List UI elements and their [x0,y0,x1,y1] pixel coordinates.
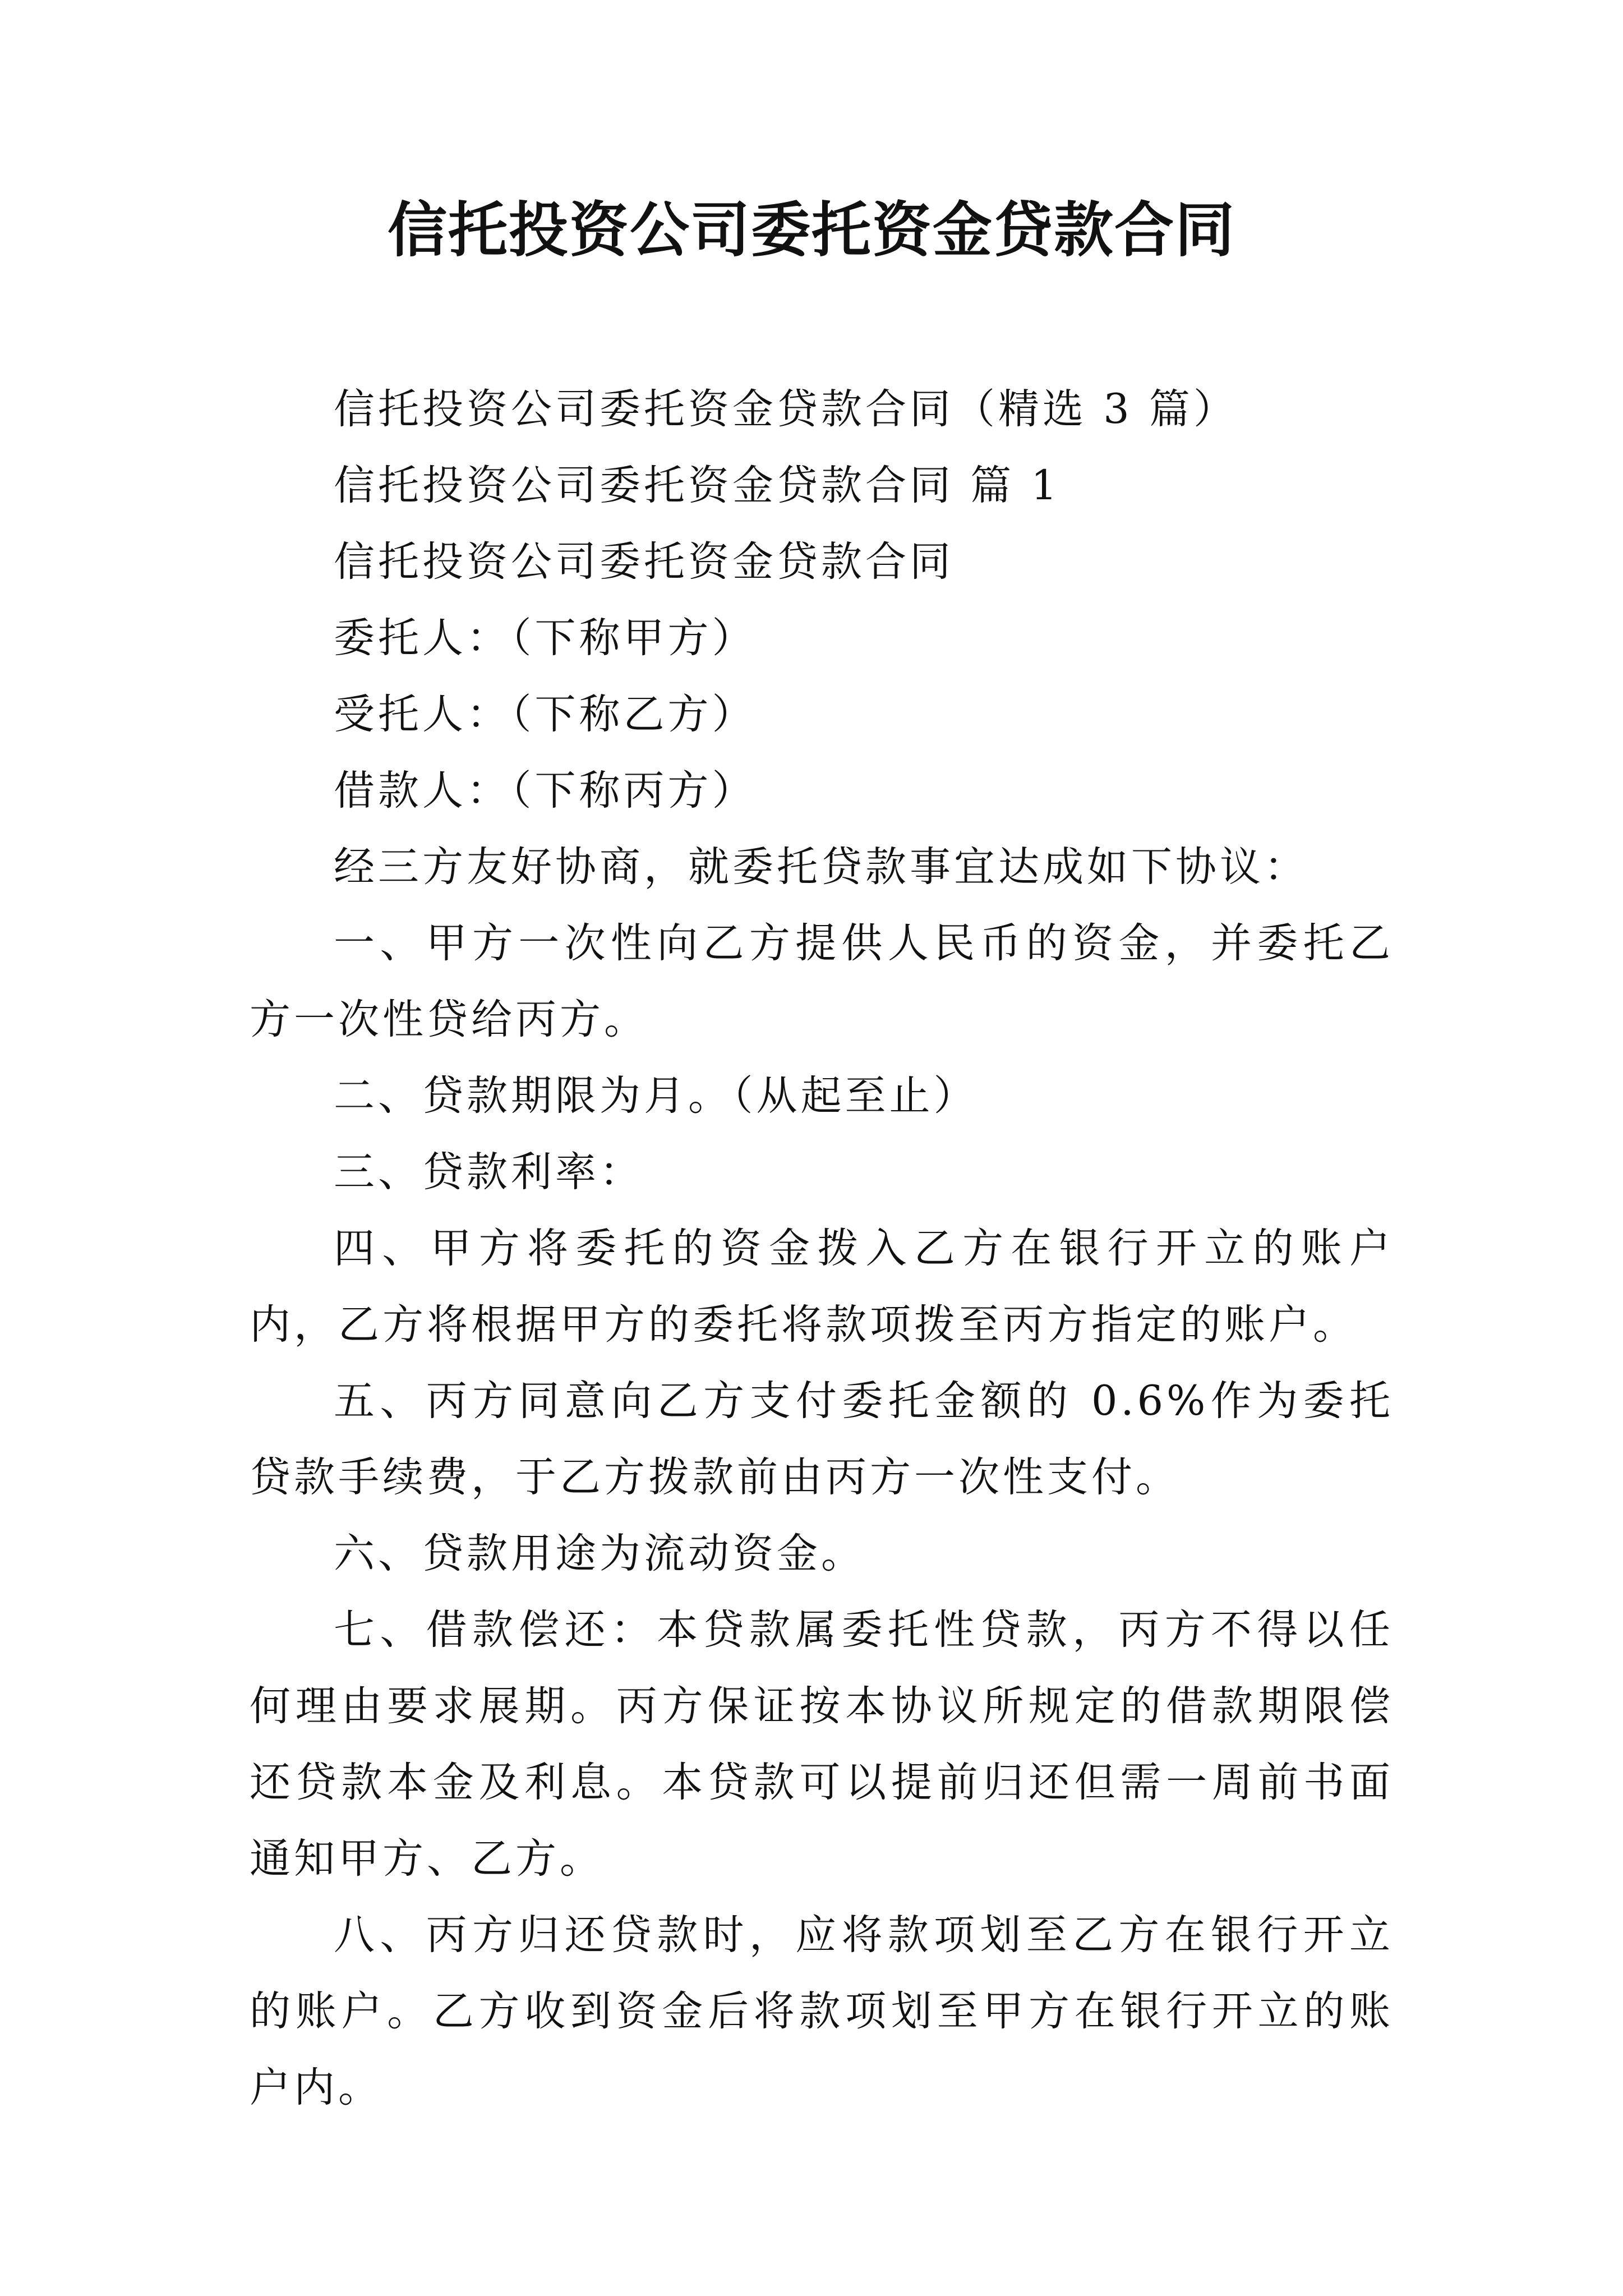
clause-5: 五、丙方同意向乙方支付委托金额的 0.6%作为委托贷款手续费，于乙方拨款前由丙方一次性支付。 [250,1377,1394,1501]
paragraph-section-heading: 信托投资公司委托资金贷款合同 篇 1 [334,462,1061,509]
clause-3: 三、贷款利率： [334,1148,644,1196]
clause-4: 四、甲方将委托的资金拨入乙方在银行开立的账户内，乙方将根据甲方的委托将款项拨至丙方指定的账户。 [250,1225,1394,1349]
clause-8: 八、丙方归还贷款时，应将款项划至乙方在银行开立的账户。乙方收到资金后将款项划至甲方在银行开立的账户内。 [250,1911,1394,2111]
paragraph-subtitle: 信托投资公司委托资金贷款合同（精选 3 篇） [334,385,1238,433]
paragraph-party-c: 借款人：（下称丙方） [334,767,757,815]
clause-7: 七、借款偿还：本贷款属委托性贷款，丙方不得以任何理由要求展期。丙方保证按本协议所规定的借款期限偿还贷款本金及利息。本贷款可以提前归还但需一周前书面通知甲方、乙方。 [250,1606,1394,1883]
paragraph-preamble: 经三方友好协商，就委托贷款事宜达成如下协议： [334,843,1308,891]
paragraph-party-a: 委托人：（下称甲方） [334,614,757,662]
clause-2: 二、贷款期限为月。（从起至止） [334,1072,978,1120]
clause-1: 一、甲方一次性向乙方提供人民币的资金，并委托乙方一次性贷给丙方。 [250,919,1394,1043]
document-title: 信托投资公司委托资金贷款合同 [388,195,1235,265]
document-body [250,371,1394,2126]
paragraph-contract-name: 信托投资公司委托资金贷款合同 [334,538,954,586]
paragraph-party-b: 受托人：（下称乙方） [334,691,757,738]
clause-6: 六、贷款用途为流动资金。 [334,1530,865,1577]
